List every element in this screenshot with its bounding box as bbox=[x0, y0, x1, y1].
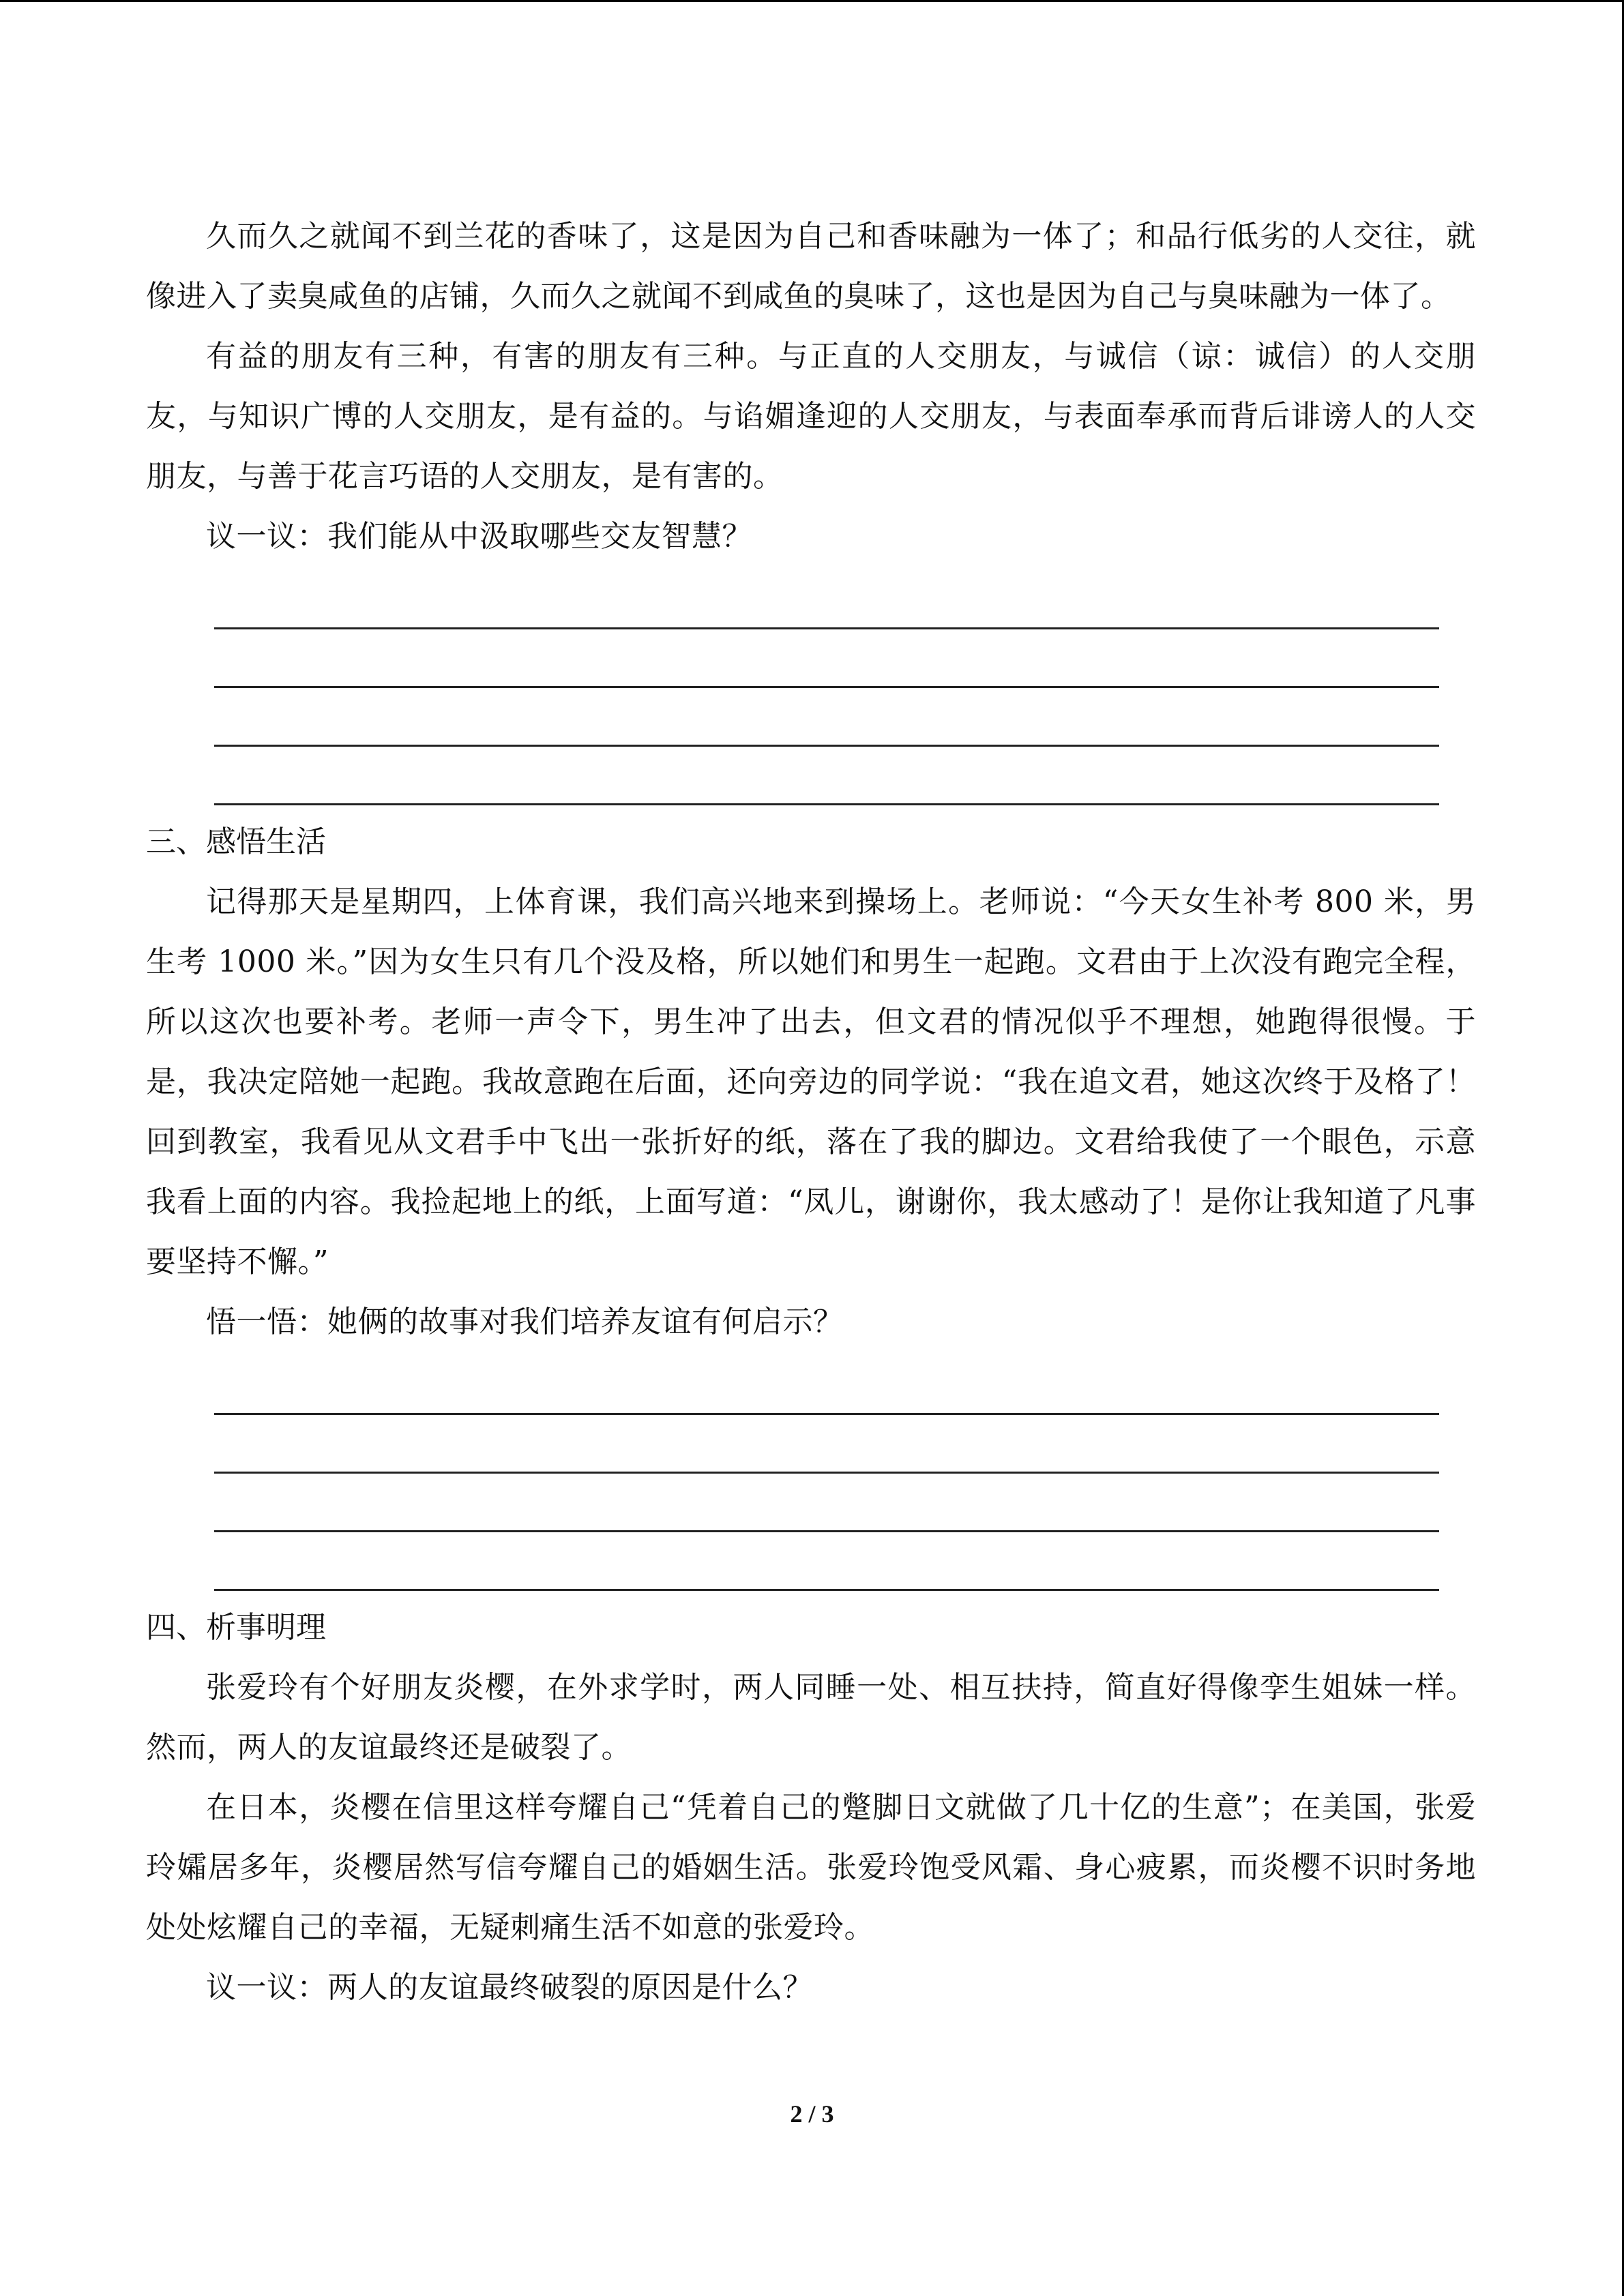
answer-line[interactable] bbox=[214, 1474, 1439, 1532]
question-friendship-wisdom: 议一议：我们能从中汲取哪些交友智慧？ bbox=[206, 519, 752, 554]
paragraph-zhang-ailing: 张爱玲有个好朋友炎樱，在外求学时，两人同睡一处、相互扶持，简直好得像孪生姐妹一样。然而，两人的友谊最终还是破裂了。 bbox=[146, 1670, 1476, 1765]
answer-line[interactable] bbox=[214, 1356, 1439, 1415]
paragraph-yan-ying-letters: 在日本，炎樱在信里这样夸耀自己“凭着自己的蹩脚日文就做了几十亿的生意”；在美国，张爱玲孀居多年，炎樱居然写信夸耀自己的婚姻生活。张爱玲饱受风霜、身心疲累，而炎樱不识时务地处处炫耀自己的幸福，无疑刺痛生活不如意的张爱玲。 bbox=[146, 1790, 1476, 1945]
section-heading-3: 三、感悟生活 bbox=[146, 824, 326, 859]
question-story-inspiration: 悟一悟：她俩的故事对我们培养友谊有何启示？ bbox=[206, 1304, 844, 1339]
answer-line[interactable] bbox=[214, 1532, 1439, 1591]
page-number: 2 / 3 bbox=[790, 2100, 834, 2128]
page-content bbox=[146, 207, 1476, 2018]
question-friendship-breakup: 议一议：两人的友谊最终破裂的原因是什么？ bbox=[206, 1970, 813, 2005]
answer-lines-2[interactable] bbox=[214, 1352, 1439, 1598]
answer-lines-1[interactable] bbox=[214, 567, 1439, 812]
answer-line[interactable] bbox=[214, 629, 1439, 688]
answer-line[interactable] bbox=[214, 747, 1439, 805]
answer-line[interactable] bbox=[214, 571, 1439, 629]
answer-line[interactable] bbox=[214, 1415, 1439, 1474]
paragraph-orchid-analogy: 久而久之就闻不到兰花的香味了，这是因为自己和香味融为一体了；和品行低劣的人交往，就像进入了卖臭咸鱼的店铺，久而久之就闻不到咸鱼的臭味了，这也是因为自己与臭味融为一体了。 bbox=[146, 219, 1476, 314]
answer-line[interactable] bbox=[214, 688, 1439, 747]
paragraph-story-running: 记得那天是星期四，上体育课，我们高兴地来到操场上。老师说：“今天女生补考 800 米，男生考 1000 米。”因为女生只有几个没及格，所以她们和男生一起跑。文君由于上次没有跑完全程，所以这次也要补考。老师一声令下，男生冲了出去，但文君的情况似乎不理想，她跑得很慢。于是，我决定陪她一起跑。我故意跑在后面，还向旁边的同学说：“我在追文君，她这次终于及格了！回到教室，我看见从文君手中飞出一张折好的纸，落在了我的脚边。文君给我使了一个眼色，示意我看上面的内容。我捡起地上的纸，上面写道：“凤儿，谢谢你，我太感动了！是你让我知道了凡事要坚持不懈。” bbox=[146, 884, 1476, 1279]
paragraph-three-friends: 有益的朋友有三种，有害的朋友有三种。与正直的人交朋友，与诚信（谅：诚信）的人交朋友，与知识广博的人交朋友，是有益的。与谄媚逢迎的人交朋友，与表面奉承而背后诽谤人的人交朋友，与善于花言巧语的人交朋友，是有害的。 bbox=[146, 339, 1476, 494]
section-heading-4: 四、析事明理 bbox=[146, 1610, 326, 1645]
